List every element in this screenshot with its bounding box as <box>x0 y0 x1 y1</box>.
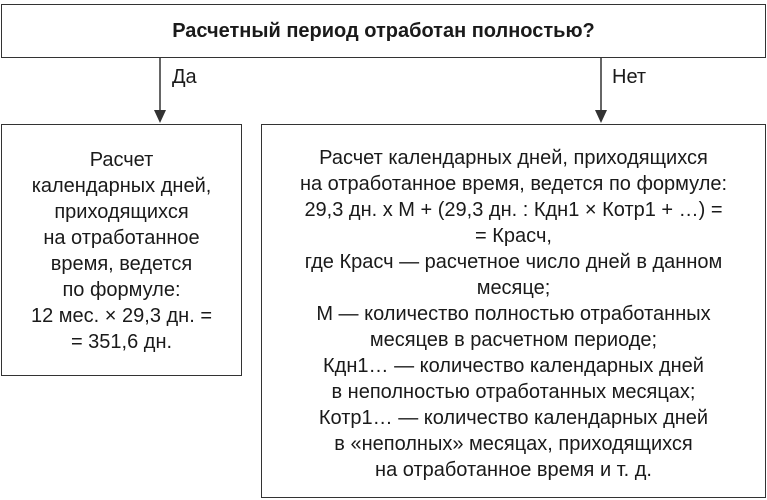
full-period-box <box>1 124 242 376</box>
question-text: Расчетный период отработан полностью? <box>172 19 595 42</box>
right-line: где Красч — расчетное число дней в данном <box>304 251 723 273</box>
right-line: Котр1… — количество календарных дней <box>318 407 709 429</box>
left-line: приходящихся <box>54 201 189 223</box>
left-line: по формуле: <box>62 279 181 301</box>
left-line: время, ведется <box>50 253 193 275</box>
no-label: Нет <box>612 66 647 88</box>
left-line: Расчет <box>89 149 154 171</box>
right-line: на отработанное время и т. д. <box>375 459 652 481</box>
right-line: на отработанное время, ведется по формуле: <box>299 173 728 195</box>
partial-period-box <box>261 124 766 498</box>
yes-label: Да <box>172 66 197 88</box>
right-line: в «неполных» месяцах, приходящихся <box>334 433 693 455</box>
left-line: на отработанное <box>43 227 200 249</box>
right-line: = Красч, <box>475 225 552 247</box>
no-arrow <box>591 58 611 124</box>
left-line: 12 мес. × 29,3 дн. = <box>30 305 212 327</box>
right-line: Расчет календарных дней, приходящихся <box>319 147 708 169</box>
right-line: месяцев в расчетном периоде; <box>369 329 658 351</box>
right-line: Кдн1… — количество календарных дней <box>323 355 704 377</box>
right-line: 29,3 дн. х М + (29,3 дн. : Кдн1 × Котр1 + …) = <box>304 199 723 221</box>
right-line: М — количество полностью отработанных <box>316 303 711 325</box>
question-box <box>1 4 766 58</box>
left-line: = 351,6 дн. <box>70 331 173 353</box>
right-line: месяце; <box>476 277 551 299</box>
right-line: в неполностью отработанных месяцах; <box>331 381 696 403</box>
yes-arrow <box>150 58 170 124</box>
left-line: календарных дней, <box>31 175 212 197</box>
